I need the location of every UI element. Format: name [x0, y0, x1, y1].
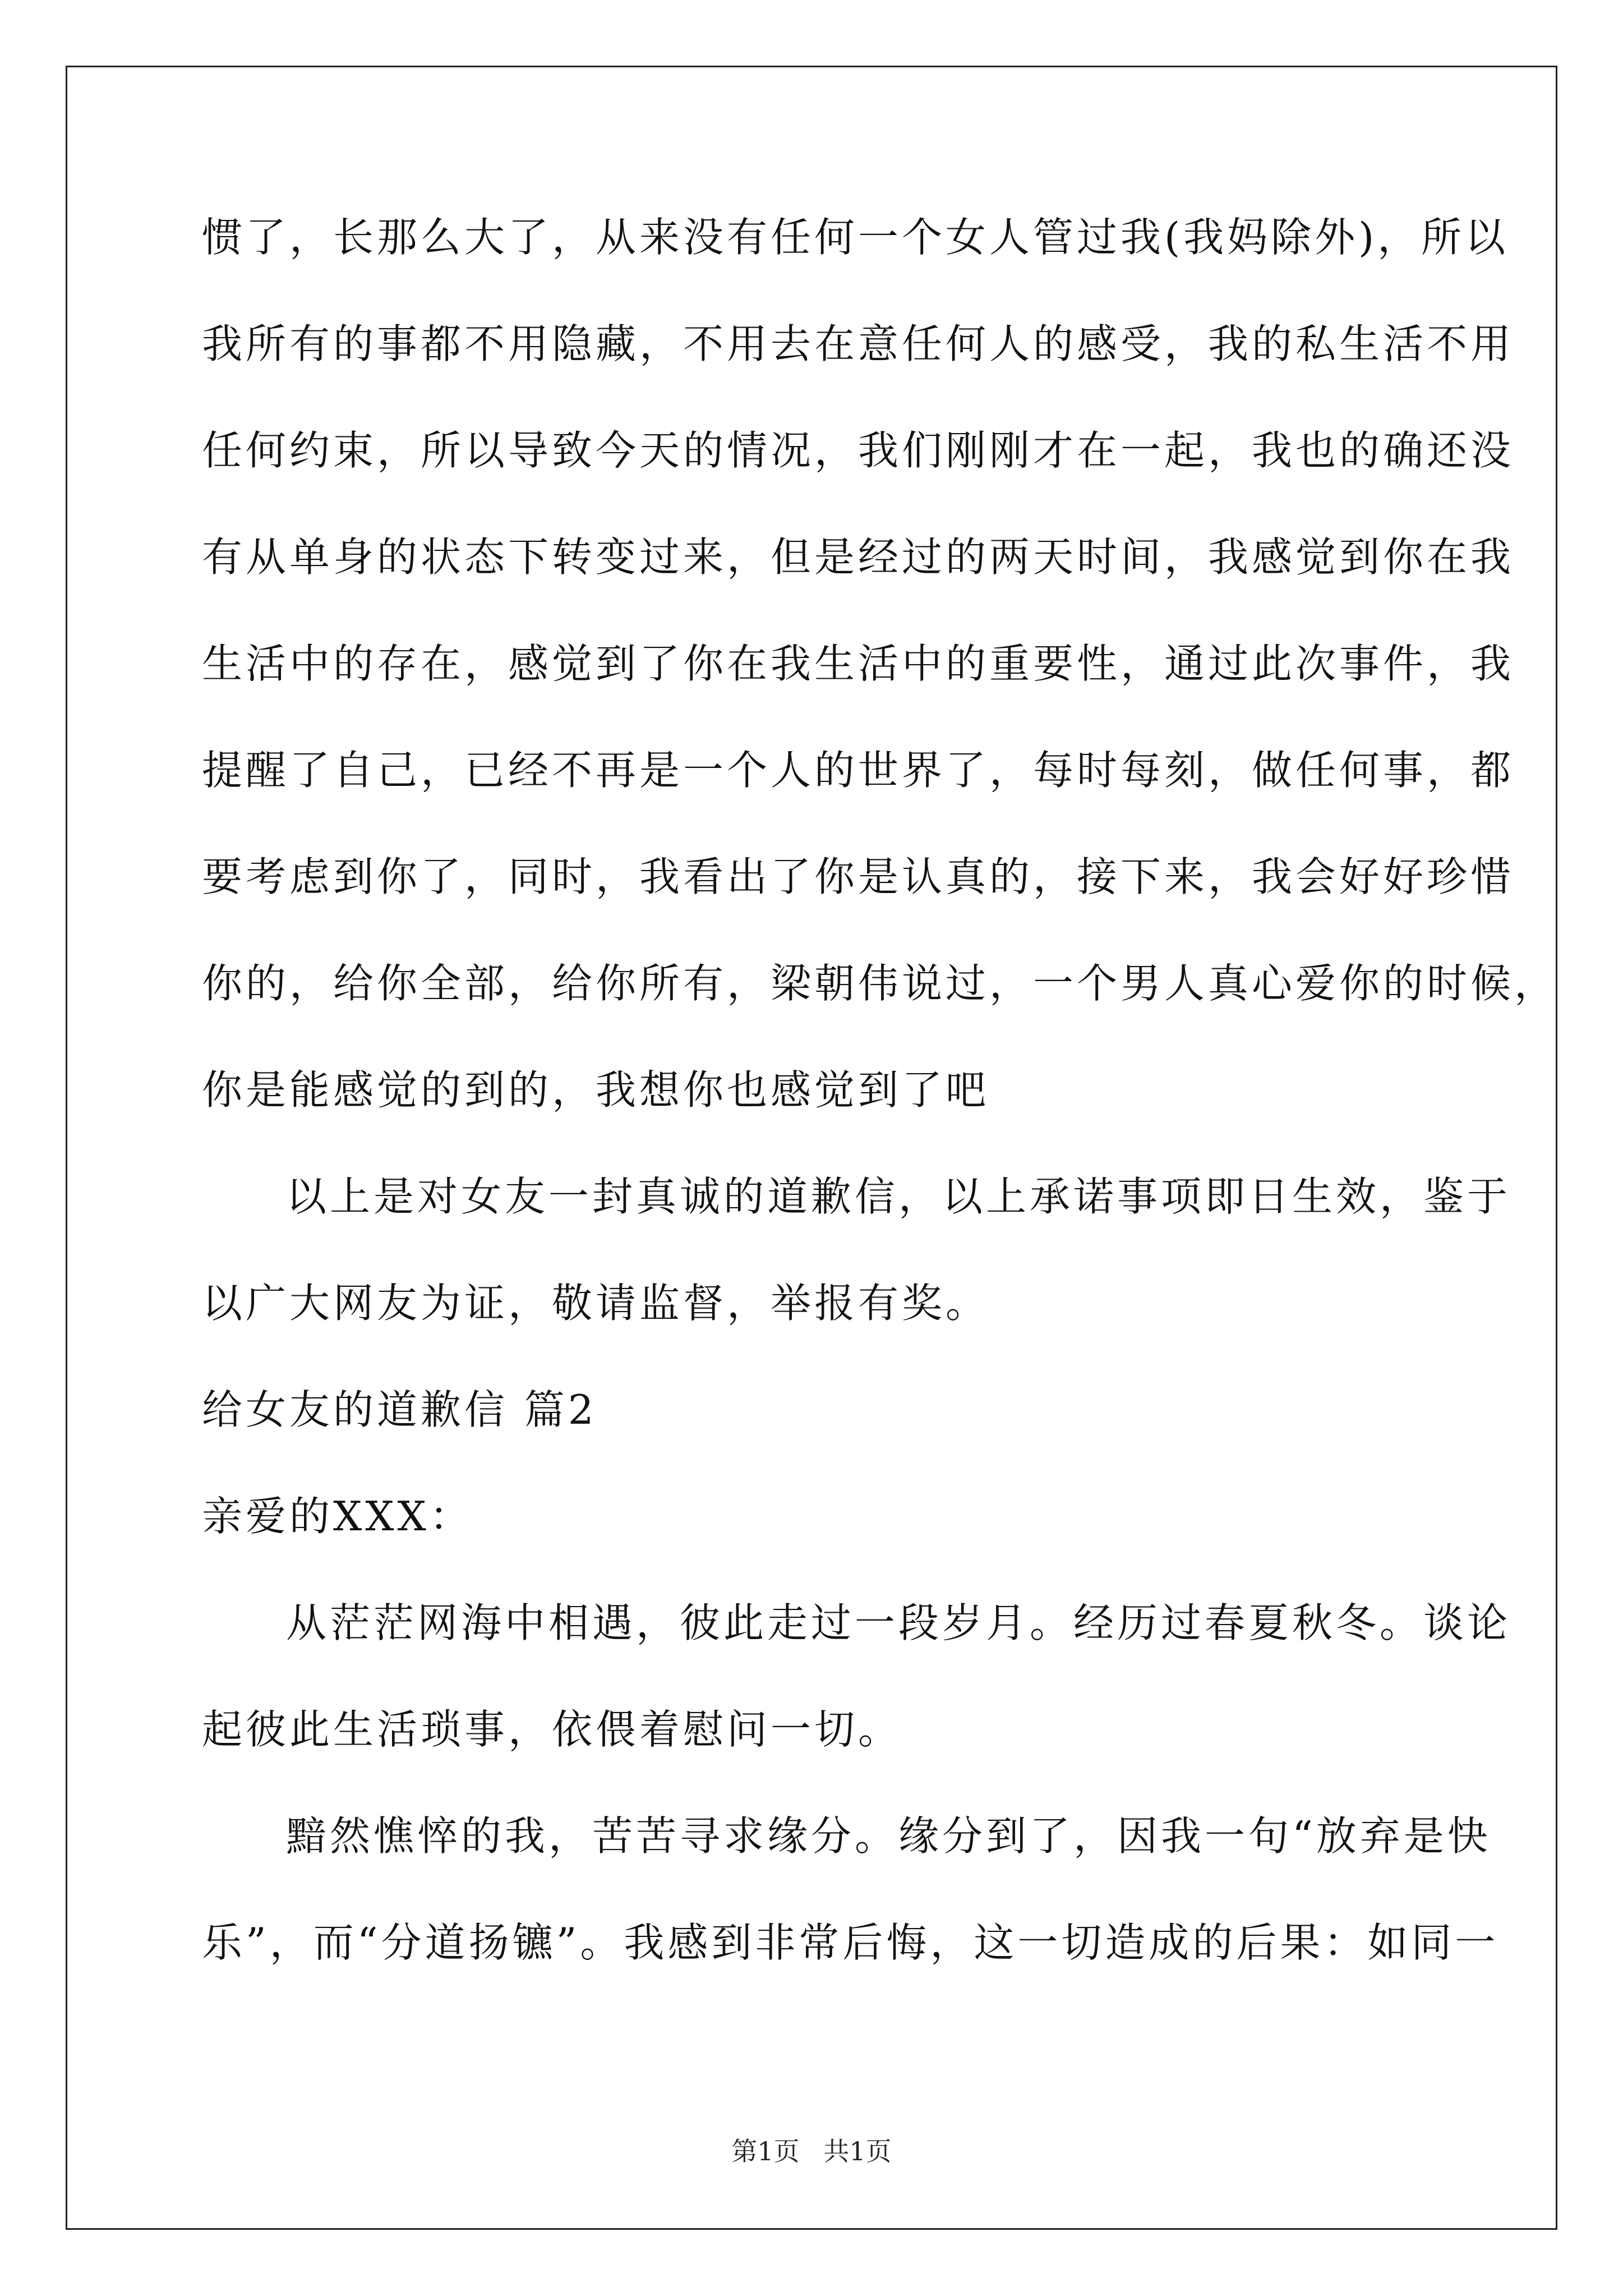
text-line: 我所有的事都不用隐藏，不用去在意任何人的感受，我的私生活不用 [202, 320, 1515, 367]
text-line: 生活中的存在，感觉到了你在我生活中的重要性，通过此次事件，我 [202, 640, 1515, 687]
paragraph-first-line: 黯然憔悴的我，苦苦寻求缘分。缘分到了，因我一句“放弃是快 [286, 1812, 1491, 1860]
text-line: 有从单身的状态下转变过来，但是经过的两天时间，我感觉到你在我 [202, 533, 1515, 581]
page-number-current: 第1页 [731, 2136, 800, 2166]
text-line: 乐”，而“分道扬镳”。我感到非常后悔，这一切造成的后果：如同一 [202, 1919, 1499, 1966]
section-heading: 给女友的道歉信 篇2 [202, 1386, 597, 1433]
page-number-total: 共1页 [823, 2136, 892, 2166]
salutation: 亲爱的XXX： [202, 1493, 473, 1540]
text-line: 任何约束，所以导致今天的情况，我们刚刚才在一起，我也的确还没 [202, 427, 1515, 474]
text-line: 你的，给你全部，给你所有，梁朝伟说过，一个男人真心爱你的时候， [202, 960, 1559, 1007]
page-border [66, 66, 1557, 2230]
text-line: 提醒了自己，已经不再是一个人的世界了，每时每刻，做任何事，都 [202, 747, 1515, 794]
text-line: 要考虑到你了，同时，我看出了你是认真的，接下来，我会好好珍惜 [202, 853, 1515, 900]
text-line: 你是能感觉的到的，我想你也感觉到了吧 [202, 1066, 990, 1114]
paragraph-first-line: 以上是对女友一封真诚的道歉信，以上承诺事项即日生效，鉴于 [286, 1173, 1511, 1220]
text-line: 以广大网友为证，敬请监督，举报有奖。 [202, 1280, 990, 1327]
page-footer [0, 2134, 1623, 2168]
text-line: 惯了，长那么大了，从来没有任何一个女人管过我(我妈除外)，所以 [202, 214, 1509, 261]
text-line: 起彼此生活琐事，依偎着慰问一切。 [202, 1706, 902, 1753]
paragraph-first-line: 从茫茫网海中相遇，彼此走过一段岁月。经历过春夏秋冬。谈论 [286, 1599, 1511, 1646]
